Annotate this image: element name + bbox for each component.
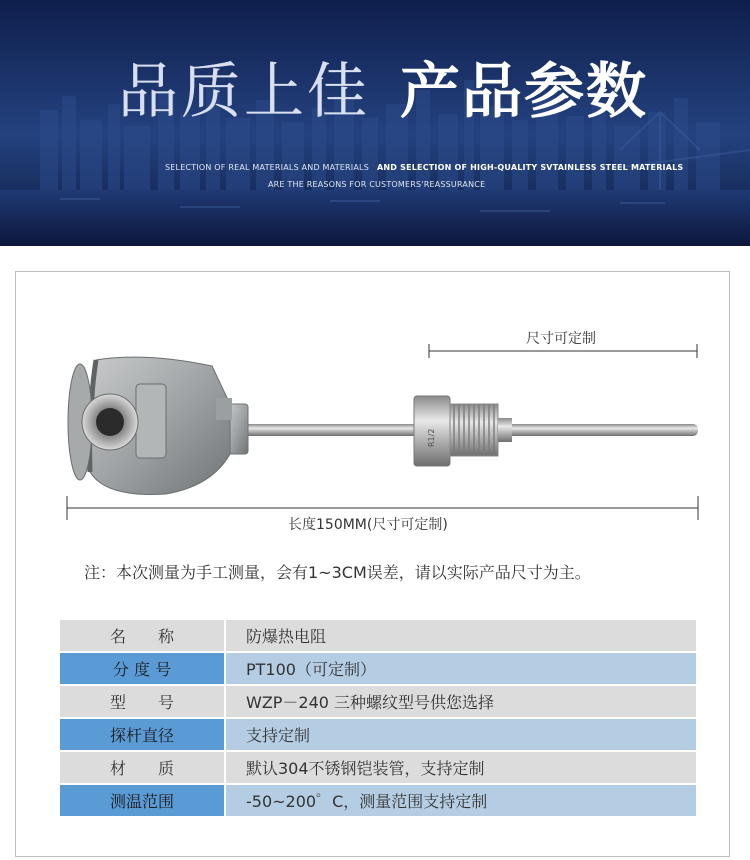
spec-key: 材 质 [60, 751, 225, 784]
spec-table [60, 620, 696, 818]
fitting-marking: R1/2 [427, 428, 436, 447]
spec-key: 测温范围 [60, 784, 225, 817]
spec-row [60, 751, 696, 784]
dimension-length-label: 长度150MM(尺寸可定制) [288, 517, 448, 533]
spec-value: 防爆热电阻 [225, 620, 696, 652]
spec-row [60, 652, 696, 685]
banner-title-light: 品质上佳 [118, 57, 370, 127]
spec-key: 分 度 号 [60, 652, 225, 685]
spec-row [60, 718, 696, 751]
spec-row [60, 784, 696, 817]
rtd-sensor-illustration [16, 272, 729, 552]
spec-value: PT100（可定制） [225, 652, 696, 685]
measurement-note: 注：本次测量为手工测量，会有1~3CM误差，请以实际产品尺寸为主。 [84, 563, 591, 582]
spec-value: WZP－240 三种螺纹型号供您选择 [225, 685, 696, 718]
banner-subtitle-line2: ARE THE REASONS FOR CUSTOMERS'REASSURANCE [268, 180, 486, 189]
junction-housing [68, 357, 232, 494]
product-panel [15, 271, 730, 857]
spec-row [60, 620, 696, 652]
spec-value: 支持定制 [225, 718, 696, 751]
spec-key: 名 称 [60, 620, 225, 652]
banner-title-bold: 产品参数 [400, 57, 648, 127]
banner-subtitle-part1: SELECTION OF REAL MATERIALS AND MATERIALS [165, 163, 369, 172]
header-banner [0, 0, 750, 246]
spec-key: 型 号 [60, 685, 225, 718]
dimension-custom-label: 尺寸可定制 [526, 331, 596, 347]
spec-value: 默认304不锈钢铠装管，支持定制 [225, 751, 696, 784]
banner-subtitle-part2: AND SELECTION OF HIGH-QUALITY SVTAINLESS STEEL MATERIALS [377, 163, 684, 172]
spec-row [60, 685, 696, 718]
spec-key: 探杆直径 [60, 718, 225, 751]
spec-value: -50~200゜C，测量范围支持定制 [225, 784, 696, 817]
threaded-fitting [414, 396, 512, 466]
